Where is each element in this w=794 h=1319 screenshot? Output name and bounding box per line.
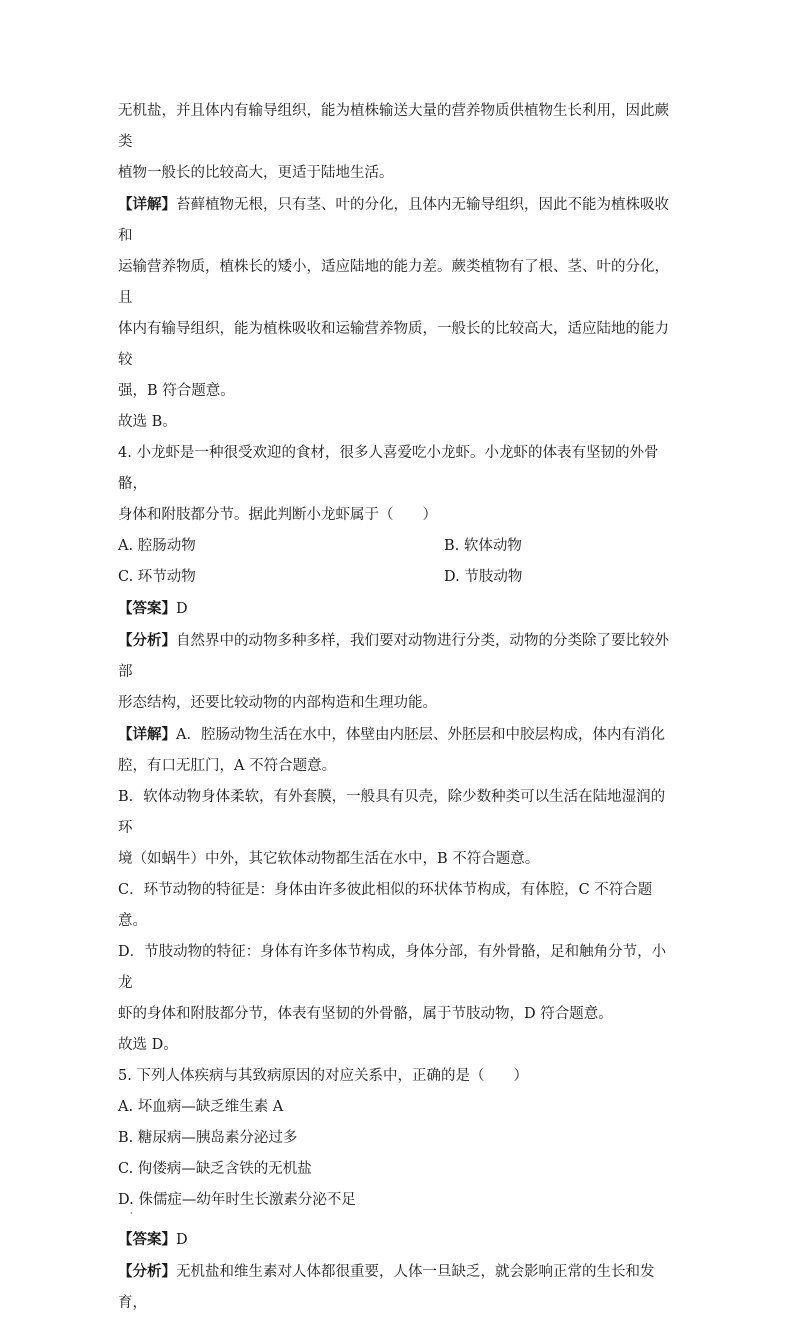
q4-option-d: D. 节肢动物 [444,569,523,585]
answer-tag: 【答案】 [118,600,176,617]
q4-detail-line: 腔，有口无肛门，A 不符合题意。 [118,758,337,774]
intro-line: 植物一般长的比较高大，更适于陆地生活。 [118,165,394,181]
q5-option-b: B. 糖尿病—胰岛素分泌过多 [118,1130,298,1146]
stray-mark: · [130,1209,133,1218]
q4-option-c: C. 环节动物 [118,569,196,585]
q3-detail-line: 【详解】苔藓植物无根，只有茎、叶的分化，且体内无输导组织，因此不能为植株吸收和 [118,196,669,244]
q5-answer: 【答案】D [118,1231,188,1248]
q3-choose: 故选 B。 [118,414,177,430]
q5-option-c: C. 佝偻病—缺乏含铁的无机盐 [118,1161,312,1177]
q3-detail-line: 强，B 符合题意。 [118,383,235,399]
q3-detail-line: 运输营养物质，植株长的矮小，适应陆地的能力差。蕨类植物有了根、茎、叶的分化，且 [118,259,669,306]
q4-options-row [118,562,678,593]
answer-tag: 【答案】 [118,1231,176,1248]
q4-detail-line: 虾的身体和附肢都分节，体表有坚韧的外骨骼，属于节肢动物，D 符合题意。 [118,1006,613,1022]
q4-stem-line: 4. 小龙虾是一种很受欢迎的食材，很多人喜爱吃小龙虾。小龙虾的体表有坚韧的外骨骼， [118,445,659,492]
q5-option-a: A. 坏血病—缺乏维生素 A [118,1099,284,1115]
q4-option-a: A. 腔肠动物 [118,538,196,554]
q4-analysis-line: 【分析】自然界中的动物多种多样，我们要对动物进行分类，动物的分类除了要比较外部 [118,632,669,680]
intro-line: 无机盐，并且体内有输导组织，能为植株输送大量的营养物质供植物生长利用，因此蕨类 [118,103,669,150]
q5-stem: 5. 下列人体疾病与其致病原因的对应关系中，正确的是（ ） [118,1068,528,1084]
q5-analysis-line: 【分析】无机盐和维生素对人体都很重要，人体一旦缺乏，就会影响正常的生长和发育， [118,1263,655,1311]
q4-choose: 故选 D。 [118,1037,178,1053]
analysis-tag: 【分析】 [118,1263,176,1280]
q4-detail-line: 【详解】A．腔肠动物生活在水中，体壁由内胚层、外胚层和中胶层构成，体内有消化 [118,726,665,743]
q4-analysis-line: 形态结构，还要比较动物的内部构造和生理功能。 [118,695,437,711]
q4-detail-line: C．环节动物的特征是：身体由许多彼此相似的环状体节构成，有体腔，C 不符合题意。 [118,882,653,929]
q4-answer: 【答案】D [118,600,188,617]
q4-detail-line: 境（如蜗牛）中外，其它软体动物都生活在水中，B 不符合题意。 [118,851,540,867]
page-content [118,96,678,1319]
q5-option-d: D. 侏儒症—幼年时生长激素分泌不足 [118,1192,356,1208]
analysis-tag: 【分析】 [118,632,176,649]
detail-tag: 【详解】 [118,196,176,213]
q4-stem-line: 身体和附肢都分节。据此判断小龙虾属于（ ） [118,507,437,523]
q4-option-b: B. 软体动物 [444,538,522,554]
q4-detail-line: B．软体动物身体柔软，有外套膜，一般具有贝壳，除少数种类可以生活在陆地湿润的环 [118,789,666,836]
q4-detail-line: D．节肢动物的特征：身体有许多体节构成，身体分部，有外骨骼，足和触角分节，小龙 [118,944,667,991]
q3-detail-line: 体内有输导组织，能为植株吸收和运输营养物质，一般长的比较高大，适应陆地的能力较 [118,321,669,368]
q4-options-row [118,531,678,562]
detail-tag: 【详解】 [118,726,176,743]
